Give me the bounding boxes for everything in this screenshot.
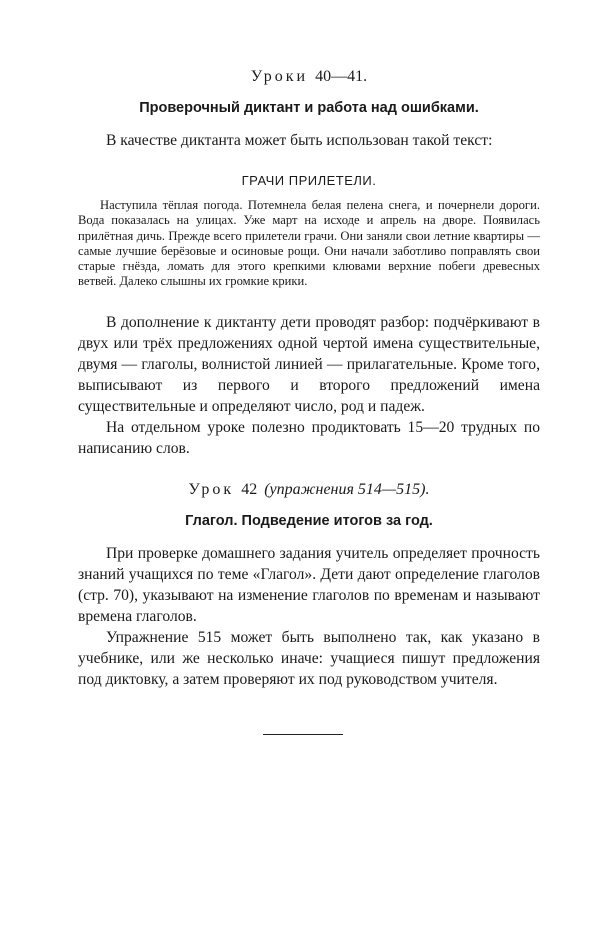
paragraph-exercise-515: Упражнение 515 может быть выполнено так, как указано в учебнике, или же несколько иначе: учащиеся пишут предложения под диктовку, а затем проверяют их под руководством учителя. [78, 628, 540, 688]
dictation-title: ГРАЧИ ПРИЛЕТЕЛИ. [241, 173, 377, 188]
lesson-title-verb: Глагол. Подведение итогов за год. [185, 512, 433, 529]
lesson-heading-42 [78, 481, 540, 499]
paragraph-analysis: В дополнение к диктанту дети проводят разбор: подчёркивают в двух или трёх предложениях одной чертой имена существительные, двумя — глаголы, волнистой линией — прилагательные. Кроме того, выписывают из первого и второго предложений имена существительные и определяют число, род и падеж. [78, 313, 540, 415]
page-content [78, 68, 540, 690]
paragraph-homework-check: При проверке домашнего задания учитель определяет прочность знаний учащихся по теме «Глагол». Дети дают определение глаголов (стр. 70), указывают на изменение глаголов по временам и называют времена глаголов. [78, 544, 540, 625]
lesson-numbers: 40—41. [315, 68, 368, 85]
intro-paragraph: В качестве диктанта может быть использован такой текст: [106, 132, 493, 149]
lesson-title-dictation: Проверочный диктант и работа над ошибками. [139, 100, 479, 116]
lesson-number: 42 [241, 480, 258, 498]
lesson-heading-40-41 [78, 68, 540, 86]
lesson-prefix: Урок [188, 480, 235, 498]
lesson-exercises: (упражнения 514—515). [264, 480, 430, 498]
paragraph-difficult-words: На отдельном уроке полезно продиктовать 15—20 трудных по написанию слов. [78, 418, 540, 457]
dictation-text: Наступила тёплая погода. Потемнела белая пелена снега, и почернели дороги. Вода показалась на улицах. Уже март на исходе и апрель на дворе. Появилась прилётная дичь. Прежде всего прилетели грачи. Они заняли свои летние квартиры — самые лучшие берёзовые и осиновые рощи. Они начали заботливо поправлять свои старые гнёзда, ломать для этого крепкими клювами верхние побеги древесных ветвей. Далеко слышны их громкие крики. [78, 198, 540, 289]
section-end-rule [263, 734, 343, 735]
lesson-prefix: Уроки [250, 68, 309, 85]
